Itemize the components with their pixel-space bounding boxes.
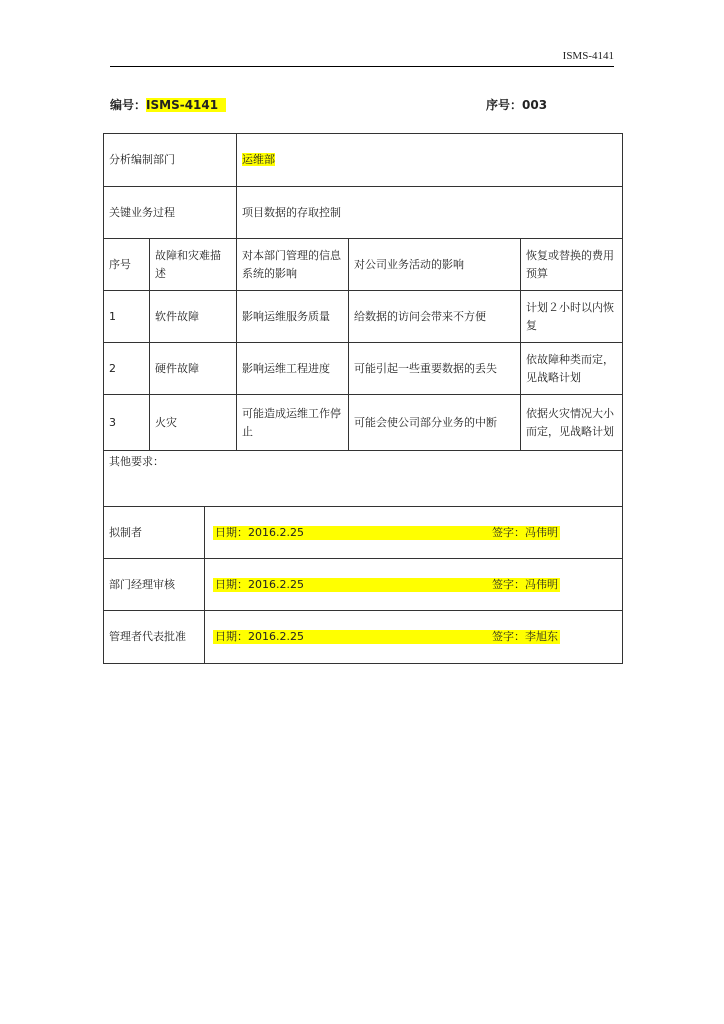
signoff-date: 日期：2016.2.25 [215, 577, 304, 591]
row-dept-impact: 影响运维服务质量 [237, 291, 349, 343]
signoff-date: 日期：2016.2.25 [215, 630, 304, 643]
signoff-row [104, 559, 623, 611]
col-header-biz-impact: 对公司业务活动的影响 [349, 239, 521, 291]
doc-number-label: 编号： [110, 98, 147, 112]
doc-number [110, 96, 226, 113]
signoff-date: 日期：2016.2.25 [215, 525, 304, 539]
signoff-role: 拟制者 [104, 507, 205, 559]
serial-number [486, 96, 547, 113]
signoff-role: 管理者代表批准 [104, 611, 205, 664]
signoff-signature: 签字：李旭东 [492, 630, 559, 643]
row-no: 1 [104, 291, 150, 343]
row-biz-impact: 可能会使公司部分业务的中断 [349, 395, 521, 451]
col-header-no: 序号 [104, 239, 150, 291]
row-fault: 硬件故障 [150, 343, 237, 395]
dept-label: 分析编制部门 [104, 134, 237, 187]
row-fault: 软件故障 [150, 291, 237, 343]
row-biz-impact: 给数据的访问会带来不方便 [349, 291, 521, 343]
dept-value-cell [237, 134, 623, 187]
row-recovery: 依故障种类而定，见战略计划 [521, 343, 623, 395]
row-fault: 火灾 [150, 395, 237, 451]
process-label: 关键业务过程 [104, 187, 237, 239]
signoff-role: 部门经理审核 [104, 559, 205, 611]
serial-number-value: 003 [522, 98, 548, 112]
row-recovery: 计划２小时以内恢复 [521, 291, 623, 343]
row-recovery: 依据火灾情况大小而定，见战略计划 [521, 395, 623, 451]
dept-value: 运维部 [242, 153, 276, 167]
header-doc-code: ISMS-4141 [562, 50, 614, 62]
table-row [104, 343, 623, 395]
col-header-recovery: 恢复或替换的费用预算 [521, 239, 623, 291]
doc-number-value: ISMS-4141 [146, 98, 219, 112]
row-dept-impact: 影响运维工程进度 [237, 343, 349, 395]
signoff-row [104, 507, 623, 559]
signoff-signature: 签字：冯伟明 [492, 525, 559, 539]
header-divider [110, 66, 614, 67]
row-no: 3 [104, 395, 150, 451]
row-dept-impact: 可能造成运维工作停止 [237, 395, 349, 451]
signoff-signature: 签字：冯伟明 [492, 577, 559, 591]
row-no: 2 [104, 343, 150, 395]
table-row [104, 395, 623, 451]
col-header-dept-impact: 对本部门管理的信息系统的影响 [237, 239, 349, 291]
other-requirements: 其他要求： [104, 451, 623, 507]
table-row [104, 291, 623, 343]
process-value: 项目数据的存取控制 [237, 187, 623, 239]
row-biz-impact: 可能引起一些重要数据的丢失 [349, 343, 521, 395]
impact-analysis-table [103, 133, 623, 664]
signoff-row [104, 611, 623, 664]
serial-number-label: 序号： [486, 98, 523, 112]
col-header-fault: 故障和灾难描述 [150, 239, 237, 291]
